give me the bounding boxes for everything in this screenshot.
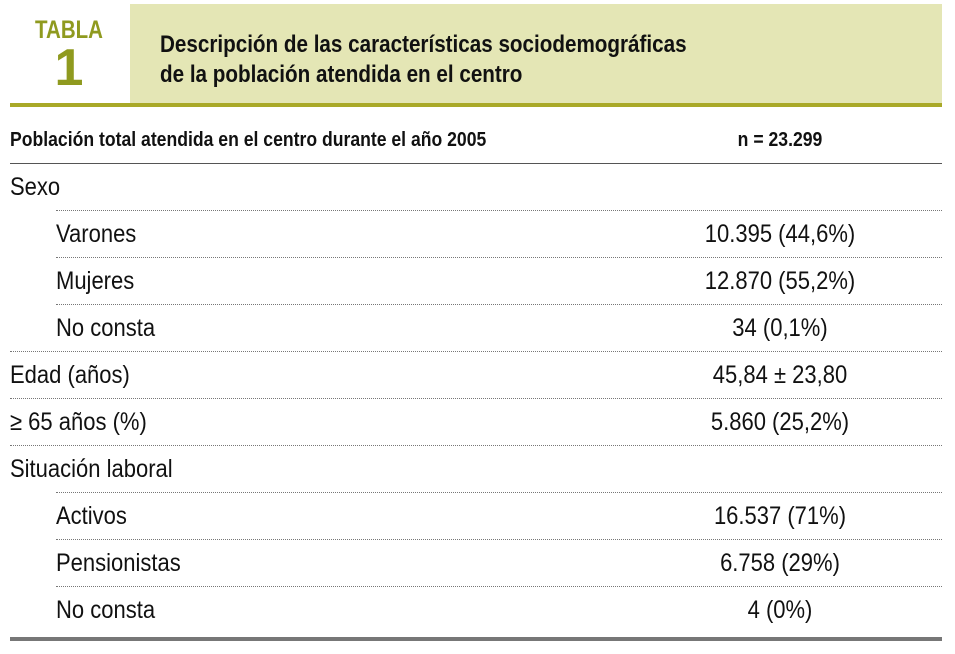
- row-value: [648, 164, 912, 210]
- row-label: No consta: [56, 596, 156, 624]
- table-title-line-2: de la población atendida en el centro: [160, 61, 523, 88]
- table-head-row: [10, 117, 942, 163]
- row-value: 10.395 (44,6%): [704, 220, 856, 248]
- row-label: Activos: [56, 502, 127, 530]
- table-row-varones: [10, 211, 942, 257]
- row-label: Sexo: [10, 173, 61, 201]
- row-value: 16.537 (71%): [713, 502, 847, 530]
- row-value: [648, 446, 912, 492]
- table-row-edad: [10, 352, 942, 398]
- row-label: ≥ 65 años (%): [10, 408, 147, 436]
- row-value: 12.870 (55,2%): [704, 267, 856, 295]
- row-value: 6.758 (29%): [720, 549, 840, 577]
- header-divider: [10, 103, 942, 107]
- table-title-box: [130, 4, 942, 103]
- tabla-number: 1: [54, 39, 84, 97]
- row-value: 34 (0,1%): [732, 314, 828, 342]
- head-value: n = 23.299: [737, 129, 823, 151]
- table-row-no-consta-sexo: [10, 305, 942, 351]
- table-row-pensionistas: [10, 540, 942, 586]
- row-label: No consta: [56, 314, 156, 342]
- row-label: Edad (años): [10, 361, 130, 389]
- table-row-mayores-65: [10, 399, 942, 445]
- table-row-activos: [10, 493, 942, 539]
- data-table: [10, 117, 942, 633]
- table-title-line-1: Descripción de las características sociodemográficas: [160, 31, 687, 58]
- head-label: Población total atendida en el centro durante el año 2005: [10, 129, 487, 151]
- row-label: Situación laboral: [10, 455, 173, 483]
- table-row-no-consta-laboral: [10, 587, 942, 633]
- table-row-mujeres: [10, 258, 942, 304]
- table-number-block: [10, 4, 128, 105]
- row-label: Mujeres: [56, 267, 135, 295]
- row-label: Pensionistas: [56, 549, 181, 577]
- row-value: 5.860 (25,2%): [710, 408, 850, 436]
- row-value: 45,84 ± 23,80: [712, 361, 848, 389]
- table-header: [10, 4, 942, 105]
- row-value: 4 (0%): [747, 596, 813, 624]
- table-row-situacion-laboral: [10, 446, 942, 492]
- row-label: Varones: [56, 220, 137, 248]
- table-row-sexo: [10, 164, 942, 210]
- tabla-label: TABLA: [35, 16, 103, 44]
- table-bottom-rule: [10, 637, 942, 641]
